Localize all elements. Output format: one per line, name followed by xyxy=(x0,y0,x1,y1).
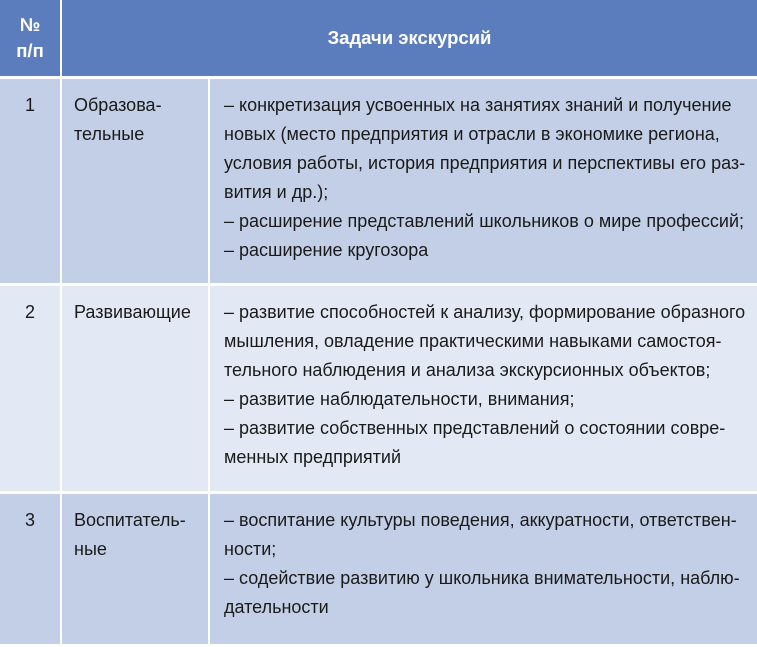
table-header-row xyxy=(0,0,757,78)
description-line: ности; xyxy=(224,539,277,559)
task-type xyxy=(61,493,209,646)
number-header-line: № xyxy=(19,14,41,35)
task-type-line: Развивающие xyxy=(74,302,191,322)
description-line: – воспитание культуры поведения, аккуратности, ответствен- xyxy=(224,510,737,530)
task-type-line: ные xyxy=(74,539,107,559)
description-line: условия работы, история предприятия и перспективы его раз- xyxy=(224,153,746,173)
task-type xyxy=(61,285,209,493)
table-row xyxy=(0,78,757,285)
tasks-column-header: Задачи экскурсий xyxy=(61,0,757,78)
description-line: дательности xyxy=(224,597,329,617)
description-line: – содействие развитию у школьника внимательности, наблю- xyxy=(224,568,740,588)
task-description xyxy=(209,493,757,646)
description-line: – развитие способностей к анализу, формирование образного xyxy=(224,302,746,322)
table-row xyxy=(0,285,757,493)
task-type-line: Образова- xyxy=(74,95,162,115)
number-column-header xyxy=(0,0,61,78)
task-type xyxy=(61,78,209,285)
description-line: вития и др.); xyxy=(224,182,329,202)
task-type-line: тельные xyxy=(74,124,145,144)
table-row xyxy=(0,493,757,646)
description-line: – конкретизация усвоенных на занятиях знаний и получение xyxy=(224,95,732,115)
description-line: – развитие наблюдательности, внимания; xyxy=(224,389,575,409)
number-header-line: п/п xyxy=(16,40,44,61)
description-line: – развитие собственных представлений о состоянии совре- xyxy=(224,418,726,438)
description-line: новых (место предприятия и отрасли в экономике региона, xyxy=(224,124,720,144)
task-description xyxy=(209,78,757,285)
task-type-line: Воспитатель- xyxy=(74,510,186,530)
row-number: 1 xyxy=(0,78,61,285)
description-line: тельного наблюдения и анализа экскурсионных объектов; xyxy=(224,360,711,380)
row-number: 2 xyxy=(0,285,61,493)
description-line: мышления, овладение практическими навыками самостоя- xyxy=(224,331,722,351)
row-number: 3 xyxy=(0,493,61,646)
task-description xyxy=(209,285,757,493)
description-line: – расширение представлений школьников о мире профессий; xyxy=(224,211,745,231)
description-line: менных предприятий xyxy=(224,447,401,467)
description-line: – расширение кругозора xyxy=(224,240,429,260)
